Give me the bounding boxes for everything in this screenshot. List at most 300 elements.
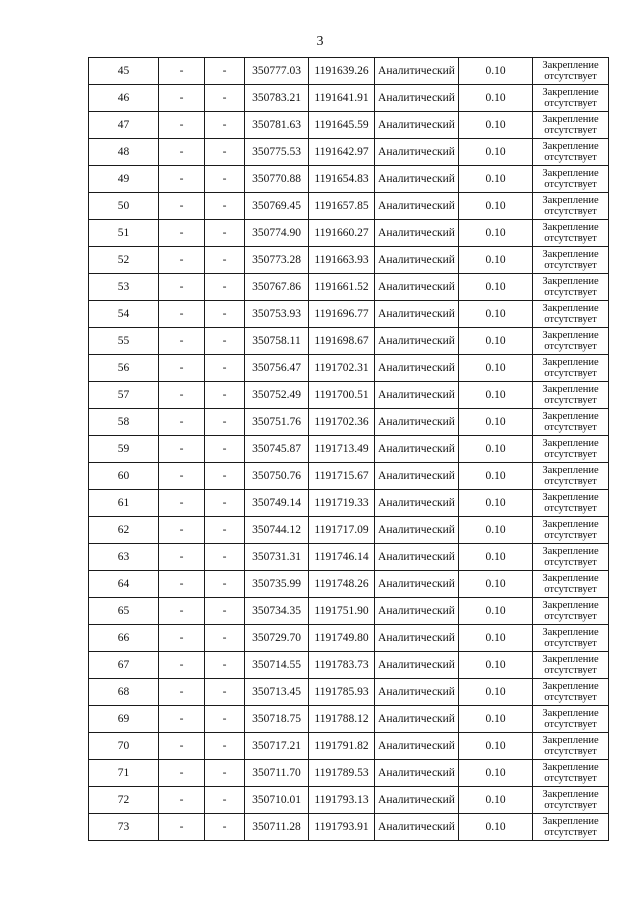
point-number-cell: 67 bbox=[89, 652, 159, 679]
table-row bbox=[89, 436, 609, 463]
table-row bbox=[89, 58, 609, 85]
coordinate-x-cell: 350750.76 bbox=[245, 463, 309, 490]
method-cell: Аналитический bbox=[375, 544, 459, 571]
dash-cell-2: - bbox=[205, 544, 245, 571]
method-cell: Аналитический bbox=[375, 112, 459, 139]
method-cell: Аналитический bbox=[375, 706, 459, 733]
point-number-cell: 50 bbox=[89, 193, 159, 220]
method-cell: Аналитический bbox=[375, 733, 459, 760]
fixing-status-line: отсутствует bbox=[544, 395, 597, 406]
fixing-status-line: отсутствует bbox=[544, 800, 597, 811]
method-cell: Аналитический bbox=[375, 193, 459, 220]
fixing-status-cell bbox=[533, 328, 609, 355]
coordinate-y-cell: 1191639.26 bbox=[309, 58, 375, 85]
dash-cell-1: - bbox=[159, 409, 205, 436]
fixing-status-cell bbox=[533, 166, 609, 193]
point-number-cell: 68 bbox=[89, 679, 159, 706]
dash-cell-1: - bbox=[159, 625, 205, 652]
coordinate-y-cell: 1191702.31 bbox=[309, 355, 375, 382]
dash-cell-1: - bbox=[159, 733, 205, 760]
point-number-cell: 65 bbox=[89, 598, 159, 625]
accuracy-cell: 0.10 bbox=[459, 679, 533, 706]
dash-cell-1: - bbox=[159, 382, 205, 409]
coordinate-x-cell: 350783.21 bbox=[245, 85, 309, 112]
table-row bbox=[89, 355, 609, 382]
fixing-status-line: Закрепление bbox=[542, 789, 599, 800]
fixing-status-line: отсутствует bbox=[544, 611, 597, 622]
fixing-status-line: отсутствует bbox=[544, 233, 597, 244]
table-row bbox=[89, 652, 609, 679]
accuracy-cell: 0.10 bbox=[459, 58, 533, 85]
dash-cell-1: - bbox=[159, 274, 205, 301]
coordinate-y-cell: 1191696.77 bbox=[309, 301, 375, 328]
fixing-status-line: Закрепление bbox=[542, 762, 599, 773]
fixing-status-cell bbox=[533, 382, 609, 409]
coordinate-x-cell: 350781.63 bbox=[245, 112, 309, 139]
fixing-status-line: Закрепление bbox=[542, 816, 599, 827]
dash-cell-1: - bbox=[159, 679, 205, 706]
accuracy-cell: 0.10 bbox=[459, 814, 533, 841]
accuracy-cell: 0.10 bbox=[459, 166, 533, 193]
table-row bbox=[89, 166, 609, 193]
dash-cell-1: - bbox=[159, 85, 205, 112]
coordinate-y-cell: 1191660.27 bbox=[309, 220, 375, 247]
method-cell: Аналитический bbox=[375, 679, 459, 706]
coordinate-y-cell: 1191642.97 bbox=[309, 139, 375, 166]
dash-cell-1: - bbox=[159, 571, 205, 598]
table-row bbox=[89, 760, 609, 787]
fixing-status-line: Закрепление bbox=[542, 708, 599, 719]
fixing-status-line: Закрепление bbox=[542, 87, 599, 98]
method-cell: Аналитический bbox=[375, 166, 459, 193]
fixing-status-cell bbox=[533, 598, 609, 625]
table-row bbox=[89, 112, 609, 139]
accuracy-cell: 0.10 bbox=[459, 409, 533, 436]
coordinate-x-cell: 350751.76 bbox=[245, 409, 309, 436]
dash-cell-1: - bbox=[159, 328, 205, 355]
dash-cell-1: - bbox=[159, 760, 205, 787]
point-number-cell: 55 bbox=[89, 328, 159, 355]
fixing-status-line: Закрепление bbox=[542, 60, 599, 71]
table-row bbox=[89, 139, 609, 166]
coordinate-x-cell: 350745.87 bbox=[245, 436, 309, 463]
fixing-status-cell bbox=[533, 436, 609, 463]
table-row bbox=[89, 706, 609, 733]
point-number-cell: 73 bbox=[89, 814, 159, 841]
fixing-status-line: Закрепление bbox=[542, 222, 599, 233]
fixing-status-line: отсутствует bbox=[544, 584, 597, 595]
table-row bbox=[89, 247, 609, 274]
fixing-status-line: Закрепление bbox=[542, 357, 599, 368]
fixing-status-line: отсутствует bbox=[544, 287, 597, 298]
point-number-cell: 53 bbox=[89, 274, 159, 301]
dash-cell-2: - bbox=[205, 814, 245, 841]
method-cell: Аналитический bbox=[375, 58, 459, 85]
fixing-status-line: отсутствует bbox=[544, 638, 597, 649]
point-number-cell: 57 bbox=[89, 382, 159, 409]
fixing-status-cell bbox=[533, 139, 609, 166]
method-cell: Аналитический bbox=[375, 490, 459, 517]
dash-cell-1: - bbox=[159, 706, 205, 733]
fixing-status-cell bbox=[533, 301, 609, 328]
fixing-status-line: Закрепление bbox=[542, 114, 599, 125]
dash-cell-1: - bbox=[159, 544, 205, 571]
dash-cell-2: - bbox=[205, 571, 245, 598]
fixing-status-line: отсутствует bbox=[544, 692, 597, 703]
dash-cell-2: - bbox=[205, 139, 245, 166]
point-number-cell: 71 bbox=[89, 760, 159, 787]
method-cell: Аналитический bbox=[375, 436, 459, 463]
fixing-status-line: Закрепление bbox=[542, 384, 599, 395]
accuracy-cell: 0.10 bbox=[459, 760, 533, 787]
accuracy-cell: 0.10 bbox=[459, 625, 533, 652]
coordinate-y-cell: 1191749.80 bbox=[309, 625, 375, 652]
fixing-status-line: отсутствует bbox=[544, 530, 597, 541]
coordinate-x-cell: 350713.45 bbox=[245, 679, 309, 706]
coordinate-y-cell: 1191702.36 bbox=[309, 409, 375, 436]
coordinate-x-cell: 350777.03 bbox=[245, 58, 309, 85]
coordinate-y-cell: 1191663.93 bbox=[309, 247, 375, 274]
fixing-status-line: Закрепление bbox=[542, 330, 599, 341]
coordinate-y-cell: 1191783.73 bbox=[309, 652, 375, 679]
coordinate-x-cell: 350774.90 bbox=[245, 220, 309, 247]
coordinate-x-cell: 350749.14 bbox=[245, 490, 309, 517]
table-row bbox=[89, 193, 609, 220]
coordinate-x-cell: 350731.31 bbox=[245, 544, 309, 571]
fixing-status-line: отсутствует bbox=[544, 665, 597, 676]
dash-cell-2: - bbox=[205, 679, 245, 706]
method-cell: Аналитический bbox=[375, 625, 459, 652]
method-cell: Аналитический bbox=[375, 301, 459, 328]
dash-cell-2: - bbox=[205, 274, 245, 301]
fixing-status-line: отсутствует bbox=[544, 746, 597, 757]
fixing-status-cell bbox=[533, 220, 609, 247]
accuracy-cell: 0.10 bbox=[459, 706, 533, 733]
coordinate-y-cell: 1191641.91 bbox=[309, 85, 375, 112]
coordinate-x-cell: 350767.86 bbox=[245, 274, 309, 301]
accuracy-cell: 0.10 bbox=[459, 382, 533, 409]
point-number-cell: 47 bbox=[89, 112, 159, 139]
coordinate-y-cell: 1191654.83 bbox=[309, 166, 375, 193]
point-number-cell: 69 bbox=[89, 706, 159, 733]
point-number-cell: 56 bbox=[89, 355, 159, 382]
accuracy-cell: 0.10 bbox=[459, 733, 533, 760]
fixing-status-line: Закрепление bbox=[542, 276, 599, 287]
fixing-status-line: отсутствует bbox=[544, 773, 597, 784]
method-cell: Аналитический bbox=[375, 382, 459, 409]
dash-cell-2: - bbox=[205, 58, 245, 85]
fixing-status-line: отсутствует bbox=[544, 98, 597, 109]
fixing-status-line: отсутствует bbox=[544, 827, 597, 838]
table-row bbox=[89, 787, 609, 814]
dash-cell-2: - bbox=[205, 409, 245, 436]
dash-cell-2: - bbox=[205, 382, 245, 409]
fixing-status-line: Закрепление bbox=[542, 735, 599, 746]
coordinate-x-cell: 350729.70 bbox=[245, 625, 309, 652]
fixing-status-line: отсутствует bbox=[544, 125, 597, 136]
dash-cell-1: - bbox=[159, 463, 205, 490]
method-cell: Аналитический bbox=[375, 247, 459, 274]
dash-cell-2: - bbox=[205, 463, 245, 490]
fixing-status-line: отсутствует bbox=[544, 71, 597, 82]
coordinate-x-cell: 350752.49 bbox=[245, 382, 309, 409]
fixing-status-line: отсутствует bbox=[544, 206, 597, 217]
coordinate-x-cell: 350744.12 bbox=[245, 517, 309, 544]
fixing-status-line: Закрепление bbox=[542, 465, 599, 476]
point-number-cell: 51 bbox=[89, 220, 159, 247]
coordinate-y-cell: 1191698.67 bbox=[309, 328, 375, 355]
coordinate-y-cell: 1191746.14 bbox=[309, 544, 375, 571]
point-number-cell: 60 bbox=[89, 463, 159, 490]
dash-cell-1: - bbox=[159, 193, 205, 220]
accuracy-cell: 0.10 bbox=[459, 247, 533, 274]
coordinate-x-cell: 350734.35 bbox=[245, 598, 309, 625]
method-cell: Аналитический bbox=[375, 652, 459, 679]
fixing-status-cell bbox=[533, 679, 609, 706]
coordinate-y-cell: 1191713.49 bbox=[309, 436, 375, 463]
fixing-status-line: Закрепление bbox=[542, 654, 599, 665]
point-number-cell: 70 bbox=[89, 733, 159, 760]
fixing-status-line: отсутствует bbox=[544, 557, 597, 568]
dash-cell-1: - bbox=[159, 166, 205, 193]
table-row bbox=[89, 517, 609, 544]
table-row bbox=[89, 598, 609, 625]
dash-cell-2: - bbox=[205, 760, 245, 787]
coordinate-y-cell: 1191748.26 bbox=[309, 571, 375, 598]
coordinate-y-cell: 1191788.12 bbox=[309, 706, 375, 733]
coordinate-y-cell: 1191793.91 bbox=[309, 814, 375, 841]
dash-cell-1: - bbox=[159, 220, 205, 247]
fixing-status-line: Закрепление bbox=[542, 573, 599, 584]
coordinate-y-cell: 1191785.93 bbox=[309, 679, 375, 706]
accuracy-cell: 0.10 bbox=[459, 112, 533, 139]
fixing-status-line: Закрепление bbox=[542, 627, 599, 638]
coordinate-y-cell: 1191789.53 bbox=[309, 760, 375, 787]
fixing-status-cell bbox=[533, 274, 609, 301]
fixing-status-cell bbox=[533, 517, 609, 544]
coordinate-x-cell: 350711.28 bbox=[245, 814, 309, 841]
dash-cell-2: - bbox=[205, 706, 245, 733]
dash-cell-2: - bbox=[205, 355, 245, 382]
page-number: 3 bbox=[316, 34, 324, 49]
fixing-status-cell bbox=[533, 760, 609, 787]
fixing-status-line: отсутствует bbox=[544, 476, 597, 487]
coordinate-y-cell: 1191791.82 bbox=[309, 733, 375, 760]
coordinate-x-cell: 350773.28 bbox=[245, 247, 309, 274]
dash-cell-2: - bbox=[205, 787, 245, 814]
point-number-cell: 49 bbox=[89, 166, 159, 193]
table-row bbox=[89, 571, 609, 598]
method-cell: Аналитический bbox=[375, 139, 459, 166]
fixing-status-cell bbox=[533, 544, 609, 571]
method-cell: Аналитический bbox=[375, 85, 459, 112]
dash-cell-1: - bbox=[159, 301, 205, 328]
fixing-status-cell bbox=[533, 706, 609, 733]
table-row bbox=[89, 220, 609, 247]
accuracy-cell: 0.10 bbox=[459, 301, 533, 328]
method-cell: Аналитический bbox=[375, 760, 459, 787]
method-cell: Аналитический bbox=[375, 814, 459, 841]
point-number-cell: 62 bbox=[89, 517, 159, 544]
fixing-status-cell bbox=[533, 85, 609, 112]
accuracy-cell: 0.10 bbox=[459, 571, 533, 598]
coordinate-y-cell: 1191719.33 bbox=[309, 490, 375, 517]
point-number-cell: 72 bbox=[89, 787, 159, 814]
fixing-status-line: отсутствует bbox=[544, 179, 597, 190]
fixing-status-line: отсутствует bbox=[544, 368, 597, 379]
point-number-cell: 63 bbox=[89, 544, 159, 571]
fixing-status-line: Закрепление bbox=[542, 168, 599, 179]
coordinate-x-cell: 350718.75 bbox=[245, 706, 309, 733]
fixing-status-line: отсутствует bbox=[544, 422, 597, 433]
table-row bbox=[89, 382, 609, 409]
fixing-status-cell bbox=[533, 409, 609, 436]
coordinate-x-cell: 350756.47 bbox=[245, 355, 309, 382]
accuracy-cell: 0.10 bbox=[459, 463, 533, 490]
table-row bbox=[89, 625, 609, 652]
coordinate-x-cell: 350758.11 bbox=[245, 328, 309, 355]
accuracy-cell: 0.10 bbox=[459, 193, 533, 220]
accuracy-cell: 0.10 bbox=[459, 517, 533, 544]
accuracy-cell: 0.10 bbox=[459, 544, 533, 571]
point-number-cell: 45 bbox=[89, 58, 159, 85]
coordinate-x-cell: 350710.01 bbox=[245, 787, 309, 814]
dash-cell-2: - bbox=[205, 247, 245, 274]
dash-cell-1: - bbox=[159, 598, 205, 625]
point-number-cell: 66 bbox=[89, 625, 159, 652]
fixing-status-line: Закрепление bbox=[542, 438, 599, 449]
fixing-status-line: Закрепление bbox=[542, 600, 599, 611]
dash-cell-1: - bbox=[159, 247, 205, 274]
coordinate-y-cell: 1191793.13 bbox=[309, 787, 375, 814]
dash-cell-2: - bbox=[205, 733, 245, 760]
fixing-status-cell bbox=[533, 247, 609, 274]
fixing-status-line: отсутствует bbox=[544, 503, 597, 514]
accuracy-cell: 0.10 bbox=[459, 139, 533, 166]
fixing-status-cell bbox=[533, 733, 609, 760]
dash-cell-2: - bbox=[205, 193, 245, 220]
table-row bbox=[89, 544, 609, 571]
fixing-status-line: Закрепление bbox=[542, 195, 599, 206]
method-cell: Аналитический bbox=[375, 463, 459, 490]
dash-cell-2: - bbox=[205, 490, 245, 517]
fixing-status-line: отсутствует bbox=[544, 449, 597, 460]
fixing-status-line: Закрепление bbox=[542, 249, 599, 260]
fixing-status-line: отсутствует bbox=[544, 152, 597, 163]
accuracy-cell: 0.10 bbox=[459, 598, 533, 625]
dash-cell-1: - bbox=[159, 355, 205, 382]
accuracy-cell: 0.10 bbox=[459, 328, 533, 355]
accuracy-cell: 0.10 bbox=[459, 787, 533, 814]
fixing-status-line: отсутствует bbox=[544, 719, 597, 730]
fixing-status-line: отсутствует bbox=[544, 260, 597, 271]
accuracy-cell: 0.10 bbox=[459, 85, 533, 112]
coordinate-y-cell: 1191700.51 bbox=[309, 382, 375, 409]
dash-cell-2: - bbox=[205, 436, 245, 463]
accuracy-cell: 0.10 bbox=[459, 436, 533, 463]
table-row bbox=[89, 679, 609, 706]
table-row bbox=[89, 409, 609, 436]
fixing-status-cell bbox=[533, 814, 609, 841]
table-row bbox=[89, 301, 609, 328]
accuracy-cell: 0.10 bbox=[459, 220, 533, 247]
dash-cell-2: - bbox=[205, 112, 245, 139]
method-cell: Аналитический bbox=[375, 328, 459, 355]
fixing-status-line: Закрепление bbox=[542, 303, 599, 314]
dash-cell-2: - bbox=[205, 517, 245, 544]
method-cell: Аналитический bbox=[375, 409, 459, 436]
fixing-status-line: Закрепление bbox=[542, 681, 599, 692]
method-cell: Аналитический bbox=[375, 220, 459, 247]
method-cell: Аналитический bbox=[375, 517, 459, 544]
fixing-status-cell bbox=[533, 355, 609, 382]
fixing-status-cell bbox=[533, 625, 609, 652]
method-cell: Аналитический bbox=[375, 787, 459, 814]
dash-cell-1: - bbox=[159, 814, 205, 841]
table-row bbox=[89, 85, 609, 112]
fixing-status-line: Закрепление bbox=[542, 492, 599, 503]
coordinate-y-cell: 1191657.85 bbox=[309, 193, 375, 220]
fixing-status-cell bbox=[533, 58, 609, 85]
dash-cell-2: - bbox=[205, 328, 245, 355]
fixing-status-line: Закрепление bbox=[542, 519, 599, 530]
dash-cell-1: - bbox=[159, 490, 205, 517]
table-row bbox=[89, 274, 609, 301]
dash-cell-2: - bbox=[205, 85, 245, 112]
table-body bbox=[89, 58, 609, 841]
point-number-cell: 48 bbox=[89, 139, 159, 166]
coordinate-x-cell: 350775.53 bbox=[245, 139, 309, 166]
dash-cell-2: - bbox=[205, 652, 245, 679]
table-row bbox=[89, 490, 609, 517]
fixing-status-cell bbox=[533, 652, 609, 679]
coordinate-y-cell: 1191645.59 bbox=[309, 112, 375, 139]
coordinate-x-cell: 350711.70 bbox=[245, 760, 309, 787]
dash-cell-2: - bbox=[205, 220, 245, 247]
point-number-cell: 52 bbox=[89, 247, 159, 274]
point-number-cell: 59 bbox=[89, 436, 159, 463]
coordinate-y-cell: 1191715.67 bbox=[309, 463, 375, 490]
fixing-status-cell bbox=[533, 490, 609, 517]
table-row bbox=[89, 463, 609, 490]
fixing-status-cell bbox=[533, 463, 609, 490]
point-number-cell: 54 bbox=[89, 301, 159, 328]
fixing-status-line: отсутствует bbox=[544, 314, 597, 325]
dash-cell-1: - bbox=[159, 436, 205, 463]
accuracy-cell: 0.10 bbox=[459, 652, 533, 679]
dash-cell-2: - bbox=[205, 301, 245, 328]
coordinate-y-cell: 1191751.90 bbox=[309, 598, 375, 625]
coordinate-x-cell: 350714.55 bbox=[245, 652, 309, 679]
dash-cell-1: - bbox=[159, 139, 205, 166]
dash-cell-2: - bbox=[205, 166, 245, 193]
method-cell: Аналитический bbox=[375, 274, 459, 301]
dash-cell-1: - bbox=[159, 787, 205, 814]
dash-cell-1: - bbox=[159, 652, 205, 679]
accuracy-cell: 0.10 bbox=[459, 274, 533, 301]
fixing-status-line: отсутствует bbox=[544, 341, 597, 352]
fixing-status-cell bbox=[533, 193, 609, 220]
coordinate-x-cell: 350769.45 bbox=[245, 193, 309, 220]
coordinate-y-cell: 1191717.09 bbox=[309, 517, 375, 544]
fixing-status-line: Закрепление bbox=[542, 546, 599, 557]
table-row bbox=[89, 328, 609, 355]
dash-cell-1: - bbox=[159, 517, 205, 544]
method-cell: Аналитический bbox=[375, 598, 459, 625]
dash-cell-2: - bbox=[205, 598, 245, 625]
method-cell: Аналитический bbox=[375, 571, 459, 598]
point-number-cell: 46 bbox=[89, 85, 159, 112]
